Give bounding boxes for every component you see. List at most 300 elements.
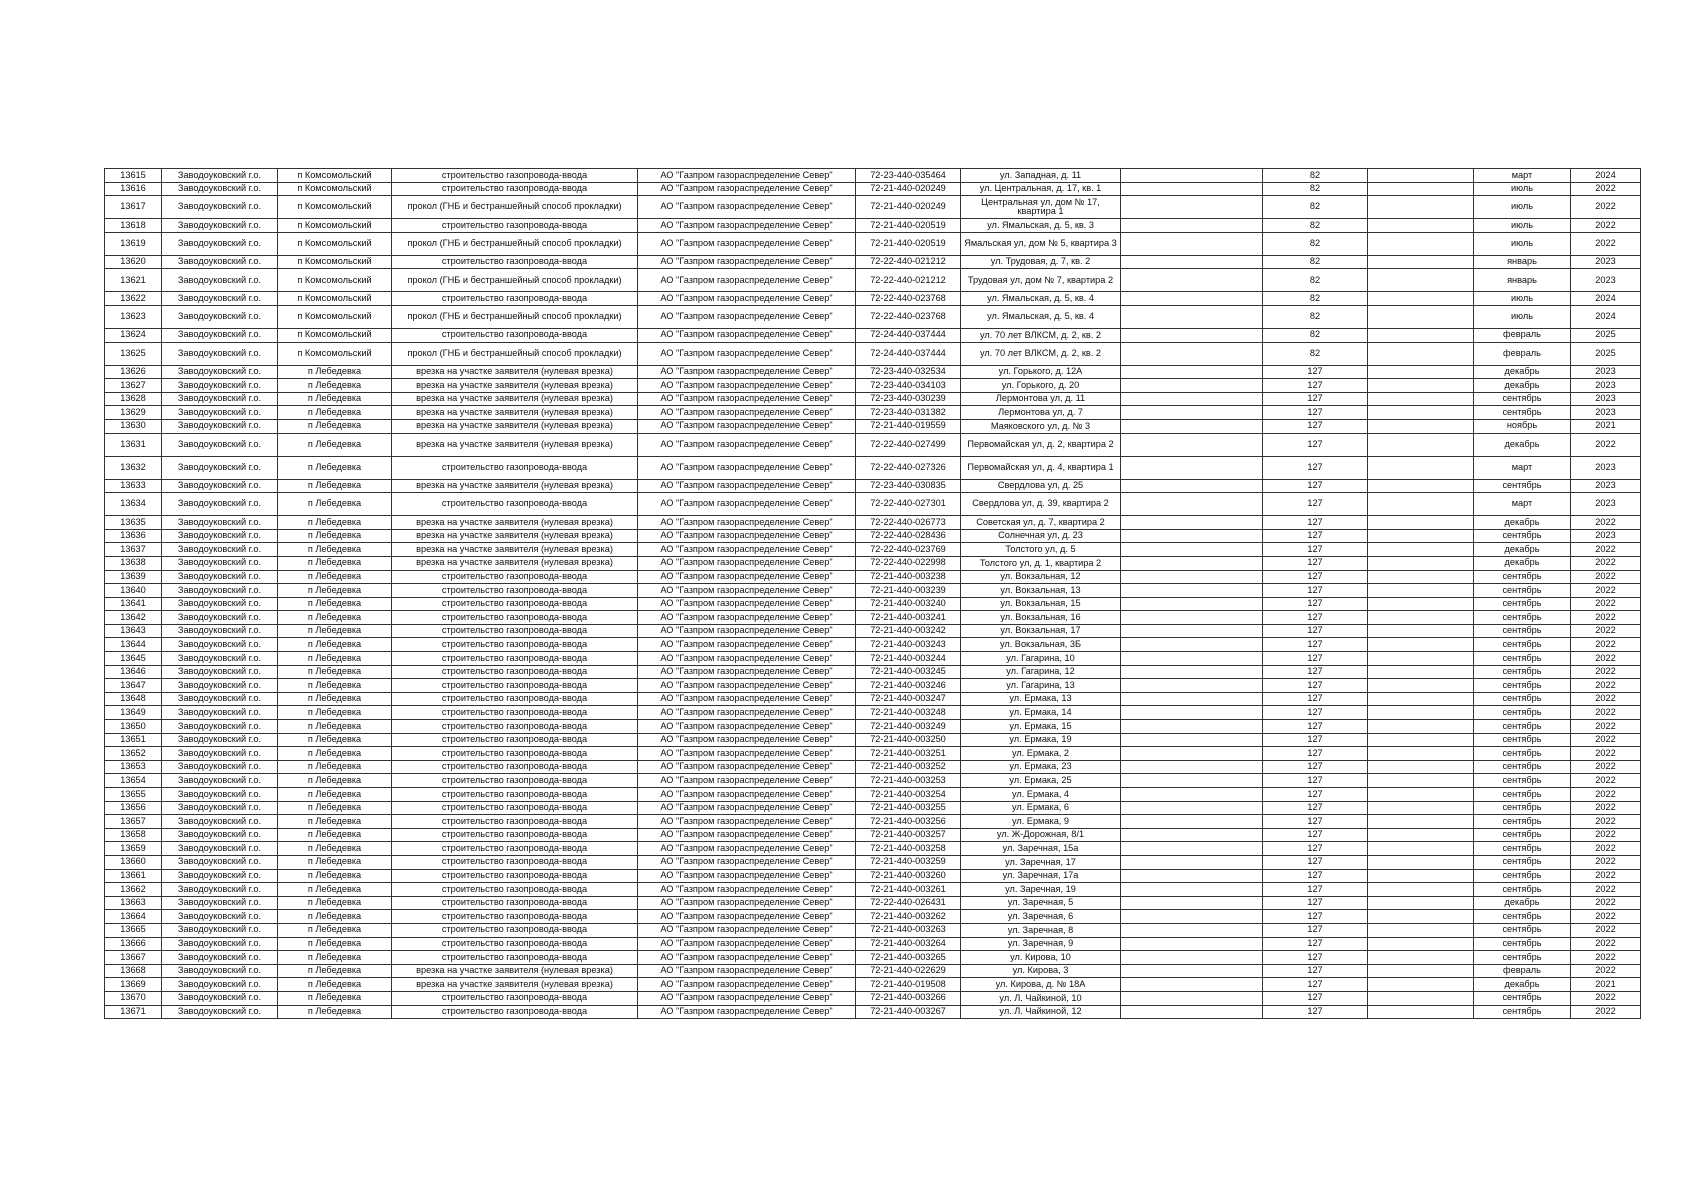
empty-cell: [1121, 991, 1263, 1005]
table-row: [105, 169, 1641, 183]
address-cell: Толстого ул, д. 1, квартира 2: [961, 556, 1121, 570]
work-type-cell: врезка на участке заявителя (нулевая врезка): [392, 406, 638, 420]
contract-number-cell: 72-22-440-027326: [856, 456, 961, 479]
year-cell: 2022: [1571, 182, 1641, 196]
organization-cell: АО "Газпром газораспределение Север": [638, 456, 856, 479]
table-row: [105, 910, 1641, 924]
address-cell: Свердлова ул, д. 25: [961, 479, 1121, 493]
row-number-cell: 13664: [105, 910, 162, 924]
empty-cell: [1121, 788, 1263, 802]
district-cell: Заводоуковский г.о.: [162, 951, 278, 965]
month-cell: сентябрь: [1474, 801, 1571, 815]
year-cell: 2024: [1571, 292, 1641, 306]
address-cell: ул. Заречная, 19: [961, 883, 1121, 897]
empty-cell: [1121, 774, 1263, 788]
district-cell: Заводоуковский г.о.: [162, 706, 278, 720]
empty-cell: [1121, 964, 1263, 978]
organization-cell: АО "Газпром газораспределение Север": [638, 855, 856, 869]
year-cell: 2022: [1571, 597, 1641, 611]
district-cell: Заводоуковский г.о.: [162, 169, 278, 183]
contract-number-cell: 72-21-440-019559: [856, 419, 961, 433]
month-cell: декабрь: [1474, 379, 1571, 393]
row-number-cell: 13632: [105, 456, 162, 479]
contract-number-cell: 72-22-440-022998: [856, 556, 961, 570]
empty-cell: [1121, 182, 1263, 196]
district-cell: Заводоуковский г.о.: [162, 720, 278, 734]
empty-cell: [1368, 951, 1474, 965]
month-cell: январь: [1474, 269, 1571, 292]
month-cell: март: [1474, 493, 1571, 516]
address-cell: ул. Вокзальная, 12: [961, 570, 1121, 584]
year-cell: 2022: [1571, 855, 1641, 869]
work-type-cell: строительство газопровода-ввода: [392, 747, 638, 761]
row-number-cell: 13620: [105, 255, 162, 269]
empty-cell: [1368, 529, 1474, 543]
empty-cell: [1121, 937, 1263, 951]
organization-cell: АО "Газпром газораспределение Север": [638, 801, 856, 815]
organization-cell: АО "Газпром газораспределение Север": [638, 556, 856, 570]
row-number-cell: 13640: [105, 584, 162, 598]
organization-cell: АО "Газпром газораспределение Север": [638, 978, 856, 992]
district-cell: Заводоуковский г.о.: [162, 479, 278, 493]
year-cell: 2022: [1571, 937, 1641, 951]
work-type-cell: строительство газопровода-ввода: [392, 760, 638, 774]
locality-cell: п Лебедевка: [278, 392, 392, 406]
empty-cell: [1368, 733, 1474, 747]
diameter-cell: 82: [1263, 169, 1368, 183]
month-cell: сентябрь: [1474, 624, 1571, 638]
address-cell: ул. Гагарина, 12: [961, 665, 1121, 679]
row-number-cell: 13621: [105, 269, 162, 292]
organization-cell: АО "Газпром газораспределение Север": [638, 692, 856, 706]
row-number-cell: 13641: [105, 597, 162, 611]
organization-cell: АО "Газпром газораспределение Север": [638, 923, 856, 937]
district-cell: Заводоуковский г.о.: [162, 692, 278, 706]
month-cell: январь: [1474, 255, 1571, 269]
empty-cell: [1368, 419, 1474, 433]
district-cell: Заводоуковский г.о.: [162, 406, 278, 420]
empty-cell: [1368, 910, 1474, 924]
organization-cell: АО "Газпром газораспределение Север": [638, 597, 856, 611]
work-type-cell: строительство газопровода-ввода: [392, 733, 638, 747]
contract-number-cell: 72-21-440-003260: [856, 869, 961, 883]
district-cell: Заводоуковский г.о.: [162, 342, 278, 365]
table-row: [105, 733, 1641, 747]
table-row: [105, 815, 1641, 829]
contract-number-cell: 72-22-440-028436: [856, 529, 961, 543]
address-cell: ул. Ермака, 25: [961, 774, 1121, 788]
empty-cell: [1368, 406, 1474, 420]
work-type-cell: врезка на участке заявителя (нулевая врезка): [392, 419, 638, 433]
organization-cell: АО "Газпром газораспределение Север": [638, 910, 856, 924]
organization-cell: АО "Газпром газораспределение Север": [638, 365, 856, 379]
work-type-cell: строительство газопровода-ввода: [392, 182, 638, 196]
empty-cell: [1121, 196, 1263, 219]
diameter-cell: 127: [1263, 747, 1368, 761]
contract-number-cell: 72-21-440-003265: [856, 951, 961, 965]
contract-number-cell: 72-21-440-003239: [856, 584, 961, 598]
contract-number-cell: 72-22-440-027499: [856, 433, 961, 456]
empty-cell: [1121, 801, 1263, 815]
empty-cell: [1121, 597, 1263, 611]
diameter-cell: 127: [1263, 679, 1368, 693]
year-cell: 2022: [1571, 570, 1641, 584]
month-cell: июль: [1474, 196, 1571, 219]
work-type-cell: строительство газопровода-ввода: [392, 570, 638, 584]
year-cell: 2022: [1571, 964, 1641, 978]
locality-cell: п Лебедевка: [278, 433, 392, 456]
locality-cell: п Лебедевка: [278, 624, 392, 638]
month-cell: сентябрь: [1474, 788, 1571, 802]
diameter-cell: 82: [1263, 342, 1368, 365]
address-cell: ул. Центральная, д. 17, кв. 1: [961, 182, 1121, 196]
work-type-cell: строительство газопровода-ввода: [392, 169, 638, 183]
row-number-cell: 13652: [105, 747, 162, 761]
contract-number-cell: 72-22-440-026773: [856, 516, 961, 530]
contract-number-cell: 72-21-440-003243: [856, 638, 961, 652]
locality-cell: п Комсомольский: [278, 305, 392, 328]
empty-cell: [1368, 1005, 1474, 1019]
district-cell: Заводоуковский г.о.: [162, 529, 278, 543]
locality-cell: п Лебедевка: [278, 855, 392, 869]
work-type-cell: строительство газопровода-ввода: [392, 869, 638, 883]
empty-cell: [1368, 342, 1474, 365]
row-number-cell: 13655: [105, 788, 162, 802]
locality-cell: п Лебедевка: [278, 679, 392, 693]
table-row: [105, 964, 1641, 978]
empty-cell: [1121, 365, 1263, 379]
district-cell: Заводоуковский г.о.: [162, 305, 278, 328]
year-cell: 2022: [1571, 815, 1641, 829]
row-number-cell: 13645: [105, 652, 162, 666]
address-cell: ул. Горького, д. 12А: [961, 365, 1121, 379]
work-type-cell: строительство газопровода-ввода: [392, 842, 638, 856]
work-type-cell: прокол (ГНБ и бестраншейный способ прокладки): [392, 342, 638, 365]
table-row: [105, 305, 1641, 328]
contract-number-cell: 72-21-440-003248: [856, 706, 961, 720]
district-cell: Заводоуковский г.о.: [162, 937, 278, 951]
row-number-cell: 13623: [105, 305, 162, 328]
diameter-cell: 127: [1263, 828, 1368, 842]
diameter-cell: 127: [1263, 419, 1368, 433]
table-row: [105, 679, 1641, 693]
year-cell: 2022: [1571, 760, 1641, 774]
locality-cell: п Лебедевка: [278, 774, 392, 788]
diameter-cell: 127: [1263, 392, 1368, 406]
work-type-cell: врезка на участке заявителя (нулевая врезка): [392, 365, 638, 379]
work-type-cell: строительство газопровода-ввода: [392, 652, 638, 666]
row-number-cell: 13669: [105, 978, 162, 992]
organization-cell: АО "Газпром газораспределение Север": [638, 516, 856, 530]
table-row: [105, 869, 1641, 883]
year-cell: 2022: [1571, 883, 1641, 897]
diameter-cell: 82: [1263, 292, 1368, 306]
row-number-cell: 13617: [105, 196, 162, 219]
empty-cell: [1368, 937, 1474, 951]
work-type-cell: строительство газопровода-ввода: [392, 774, 638, 788]
locality-cell: п Лебедевка: [278, 638, 392, 652]
empty-cell: [1121, 328, 1263, 342]
empty-cell: [1368, 433, 1474, 456]
year-cell: 2022: [1571, 720, 1641, 734]
diameter-cell: 82: [1263, 328, 1368, 342]
organization-cell: АО "Газпром газораспределение Север": [638, 328, 856, 342]
address-cell: ул. Ермака, 19: [961, 733, 1121, 747]
diameter-cell: 127: [1263, 706, 1368, 720]
table-row: [105, 456, 1641, 479]
organization-cell: АО "Газпром газораспределение Север": [638, 706, 856, 720]
month-cell: июль: [1474, 305, 1571, 328]
diameter-cell: 127: [1263, 365, 1368, 379]
month-cell: сентябрь: [1474, 855, 1571, 869]
district-cell: Заводоуковский г.о.: [162, 493, 278, 516]
year-cell: 2022: [1571, 842, 1641, 856]
empty-cell: [1121, 760, 1263, 774]
row-number-cell: 13625: [105, 342, 162, 365]
row-number-cell: 13629: [105, 406, 162, 420]
year-cell: 2022: [1571, 706, 1641, 720]
contract-number-cell: 72-21-440-003245: [856, 665, 961, 679]
row-number-cell: 13658: [105, 828, 162, 842]
empty-cell: [1121, 638, 1263, 652]
contract-number-cell: 72-21-440-003254: [856, 788, 961, 802]
diameter-cell: 127: [1263, 896, 1368, 910]
contract-number-cell: 72-21-440-003255: [856, 801, 961, 815]
contract-number-cell: 72-21-440-003253: [856, 774, 961, 788]
locality-cell: п Комсомольский: [278, 169, 392, 183]
empty-cell: [1121, 269, 1263, 292]
organization-cell: АО "Газпром газораспределение Север": [638, 679, 856, 693]
contract-number-cell: 72-21-440-003240: [856, 597, 961, 611]
diameter-cell: 127: [1263, 910, 1368, 924]
work-type-cell: строительство газопровода-ввода: [392, 937, 638, 951]
year-cell: 2022: [1571, 679, 1641, 693]
district-cell: Заводоуковский г.о.: [162, 896, 278, 910]
row-number-cell: 13619: [105, 232, 162, 255]
year-cell: 2022: [1571, 638, 1641, 652]
work-type-cell: прокол (ГНБ и бестраншейный способ прокладки): [392, 269, 638, 292]
work-type-cell: прокол (ГНБ и бестраншейный способ прокладки): [392, 232, 638, 255]
year-cell: 2021: [1571, 419, 1641, 433]
table-row: [105, 774, 1641, 788]
locality-cell: п Комсомольский: [278, 219, 392, 233]
organization-cell: АО "Газпром газораспределение Север": [638, 196, 856, 219]
address-cell: Маяковского ул, д. № 3: [961, 419, 1121, 433]
row-number-cell: 13670: [105, 991, 162, 1005]
month-cell: сентябрь: [1474, 529, 1571, 543]
empty-cell: [1368, 747, 1474, 761]
month-cell: сентябрь: [1474, 597, 1571, 611]
work-type-cell: строительство газопровода-ввода: [392, 788, 638, 802]
contract-number-cell: 72-22-440-023769: [856, 543, 961, 557]
address-cell: Толстого ул, д. 5: [961, 543, 1121, 557]
year-cell: 2022: [1571, 556, 1641, 570]
organization-cell: АО "Газпром газораспределение Север": [638, 169, 856, 183]
year-cell: 2023: [1571, 406, 1641, 420]
work-type-cell: строительство газопровода-ввода: [392, 720, 638, 734]
locality-cell: п Лебедевка: [278, 665, 392, 679]
locality-cell: п Лебедевка: [278, 869, 392, 883]
address-cell: ул. Вокзальная, 17: [961, 624, 1121, 638]
diameter-cell: 127: [1263, 479, 1368, 493]
locality-cell: п Лебедевка: [278, 896, 392, 910]
address-cell: ул. Заречная, 5: [961, 896, 1121, 910]
table-row: [105, 232, 1641, 255]
month-cell: июль: [1474, 182, 1571, 196]
contract-number-cell: 72-21-440-003246: [856, 679, 961, 693]
work-type-cell: прокол (ГНБ и бестраншейный способ прокладки): [392, 196, 638, 219]
contract-number-cell: 72-21-440-003247: [856, 692, 961, 706]
district-cell: Заводоуковский г.о.: [162, 570, 278, 584]
locality-cell: п Лебедевка: [278, 379, 392, 393]
diameter-cell: 82: [1263, 182, 1368, 196]
address-cell: Свердлова ул, д. 39, квартира 2: [961, 493, 1121, 516]
organization-cell: АО "Газпром газораспределение Север": [638, 419, 856, 433]
work-type-cell: строительство газопровода-ввода: [392, 584, 638, 598]
empty-cell: [1368, 597, 1474, 611]
address-cell: ул. Заречная, 17: [961, 855, 1121, 869]
month-cell: сентябрь: [1474, 679, 1571, 693]
table-row: [105, 652, 1641, 666]
empty-cell: [1121, 342, 1263, 365]
row-number-cell: 13659: [105, 842, 162, 856]
empty-cell: [1121, 706, 1263, 720]
work-type-cell: строительство газопровода-ввода: [392, 855, 638, 869]
row-number-cell: 13616: [105, 182, 162, 196]
contract-number-cell: 72-24-440-037444: [856, 328, 961, 342]
empty-cell: [1121, 379, 1263, 393]
address-cell: ул. Ермака, 14: [961, 706, 1121, 720]
diameter-cell: 82: [1263, 269, 1368, 292]
contract-number-cell: 72-21-440-020519: [856, 219, 961, 233]
empty-cell: [1368, 570, 1474, 584]
locality-cell: п Лебедевка: [278, 828, 392, 842]
empty-cell: [1121, 570, 1263, 584]
locality-cell: п Лебедевка: [278, 788, 392, 802]
row-number-cell: 13644: [105, 638, 162, 652]
diameter-cell: 127: [1263, 964, 1368, 978]
district-cell: Заводоуковский г.о.: [162, 543, 278, 557]
table-row: [105, 342, 1641, 365]
year-cell: 2022: [1571, 516, 1641, 530]
organization-cell: АО "Газпром газораспределение Север": [638, 342, 856, 365]
empty-cell: [1368, 556, 1474, 570]
organization-cell: АО "Газпром газораспределение Север": [638, 392, 856, 406]
district-cell: Заводоуковский г.о.: [162, 556, 278, 570]
empty-cell: [1121, 910, 1263, 924]
diameter-cell: 82: [1263, 255, 1368, 269]
table-row: [105, 720, 1641, 734]
organization-cell: АО "Газпром газораспределение Север": [638, 305, 856, 328]
year-cell: 2023: [1571, 392, 1641, 406]
district-cell: Заводоуковский г.о.: [162, 801, 278, 815]
work-type-cell: строительство газопровода-ввода: [392, 815, 638, 829]
diameter-cell: 127: [1263, 842, 1368, 856]
organization-cell: АО "Газпром газораспределение Север": [638, 493, 856, 516]
work-type-cell: строительство газопровода-ввода: [392, 801, 638, 815]
work-type-cell: врезка на участке заявителя (нулевая врезка): [392, 379, 638, 393]
address-cell: Лермонтова ул, д. 7: [961, 406, 1121, 420]
month-cell: сентябрь: [1474, 869, 1571, 883]
contract-number-cell: 72-24-440-037444: [856, 342, 961, 365]
empty-cell: [1121, 665, 1263, 679]
work-type-cell: строительство газопровода-ввода: [392, 219, 638, 233]
row-number-cell: 13651: [105, 733, 162, 747]
organization-cell: АО "Газпром газораспределение Север": [638, 828, 856, 842]
district-cell: Заводоуковский г.о.: [162, 611, 278, 625]
row-number-cell: 13626: [105, 365, 162, 379]
organization-cell: АО "Газпром газораспределение Север": [638, 255, 856, 269]
empty-cell: [1121, 392, 1263, 406]
organization-cell: АО "Газпром газораспределение Север": [638, 479, 856, 493]
year-cell: 2023: [1571, 379, 1641, 393]
year-cell: 2022: [1571, 665, 1641, 679]
diameter-cell: 127: [1263, 529, 1368, 543]
empty-cell: [1121, 815, 1263, 829]
empty-cell: [1121, 978, 1263, 992]
diameter-cell: 127: [1263, 570, 1368, 584]
empty-cell: [1121, 869, 1263, 883]
address-cell: ул. Кирова, 3: [961, 964, 1121, 978]
table-row: [105, 292, 1641, 306]
address-cell: ул. Ермака, 13: [961, 692, 1121, 706]
locality-cell: п Лебедевка: [278, 842, 392, 856]
month-cell: сентябрь: [1474, 760, 1571, 774]
empty-cell: [1121, 543, 1263, 557]
work-type-cell: строительство газопровода-ввода: [392, 910, 638, 924]
empty-cell: [1121, 624, 1263, 638]
district-cell: Заводоуковский г.о.: [162, 733, 278, 747]
year-cell: 2022: [1571, 219, 1641, 233]
year-cell: 2022: [1571, 611, 1641, 625]
address-cell: ул. Кирова, д. № 18А: [961, 978, 1121, 992]
empty-cell: [1121, 406, 1263, 420]
work-type-cell: врезка на участке заявителя (нулевая врезка): [392, 964, 638, 978]
contract-number-cell: 72-21-440-003263: [856, 923, 961, 937]
organization-cell: АО "Газпром газораспределение Север": [638, 815, 856, 829]
table-row: [105, 978, 1641, 992]
year-cell: 2022: [1571, 869, 1641, 883]
empty-cell: [1368, 624, 1474, 638]
year-cell: 2022: [1571, 991, 1641, 1005]
empty-cell: [1368, 652, 1474, 666]
locality-cell: п Лебедевка: [278, 978, 392, 992]
work-type-cell: строительство газопровода-ввода: [392, 951, 638, 965]
locality-cell: п Лебедевка: [278, 493, 392, 516]
district-cell: Заводоуковский г.о.: [162, 365, 278, 379]
contract-number-cell: 72-21-440-003242: [856, 624, 961, 638]
district-cell: Заводоуковский г.о.: [162, 910, 278, 924]
district-cell: Заводоуковский г.о.: [162, 379, 278, 393]
contract-number-cell: 72-21-440-020249: [856, 196, 961, 219]
empty-cell: [1368, 479, 1474, 493]
empty-cell: [1368, 611, 1474, 625]
table-row: [105, 556, 1641, 570]
empty-cell: [1121, 584, 1263, 598]
empty-cell: [1368, 679, 1474, 693]
empty-cell: [1121, 529, 1263, 543]
organization-cell: АО "Газпром газораспределение Север": [638, 760, 856, 774]
table-row: [105, 379, 1641, 393]
contract-number-cell: 72-21-440-003238: [856, 570, 961, 584]
work-type-cell: строительство газопровода-ввода: [392, 611, 638, 625]
locality-cell: п Лебедевка: [278, 733, 392, 747]
organization-cell: АО "Газпром газораспределение Север": [638, 584, 856, 598]
row-number-cell: 13666: [105, 937, 162, 951]
table-row: [105, 665, 1641, 679]
year-cell: 2023: [1571, 255, 1641, 269]
month-cell: сентябрь: [1474, 692, 1571, 706]
